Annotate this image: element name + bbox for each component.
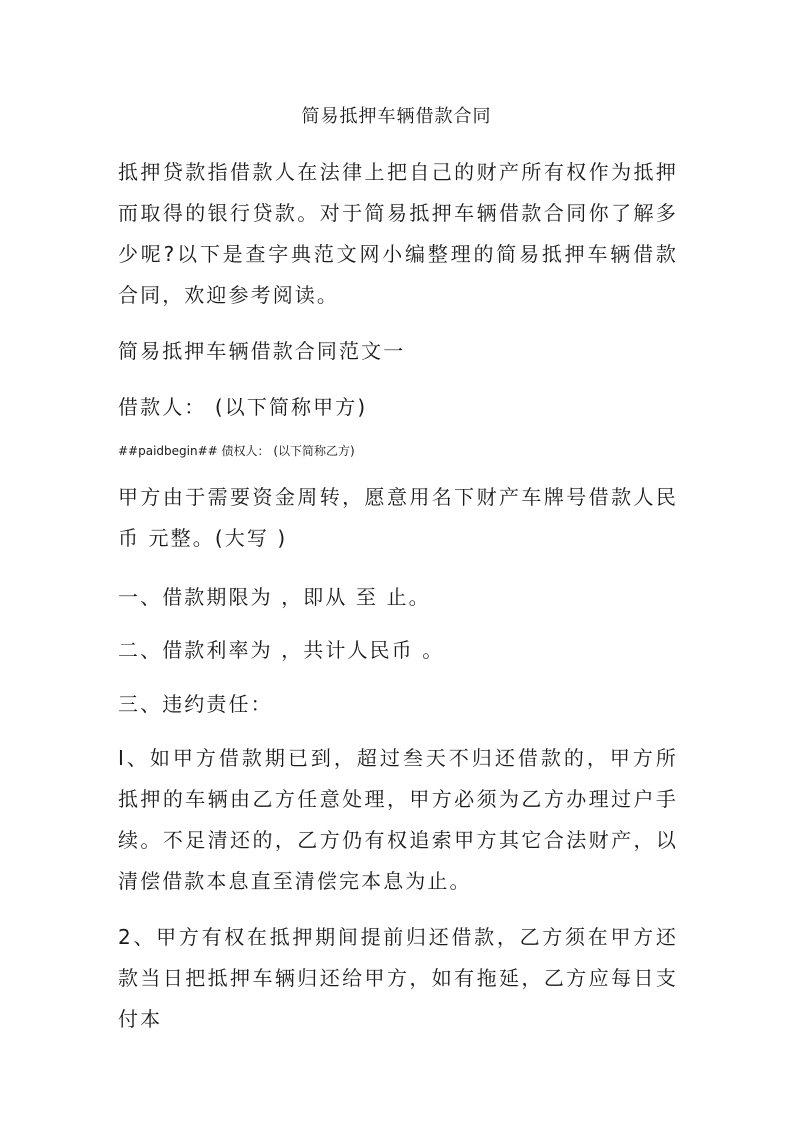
loan-statement-paragraph: 甲方由于需要资金周转，愿意用名下财产车牌号借款人民币 元整。(大写 ) — [118, 485, 678, 550]
section-heading: 简易抵押车辆借款合同范文一 — [118, 339, 406, 363]
intro-paragraph: 抵押贷款指借款人在法律上把自己的财产所有权作为抵押而取得的银行贷款。对于简易抵押车辆借款合同你了解多少呢?以下是查字典范文网小编整理的简易抵押车辆借款合同，欢迎参考阅读。 — [118, 160, 678, 307]
loan-term-clause: 一、借款期限为 ，即从 至 止。 — [118, 585, 431, 609]
liability-clause-1: I、如甲方借款期已到，超过叁天不归还借款的，甲方所抵押的车辆由乙方任意处理，甲方必须为乙方办理过户手续。不足清还的，乙方仍有权追索甲方其它合法财产，以清偿借款本息直至清偿完本息为止。 — [118, 746, 678, 893]
liability-heading: 三、违约责任： — [118, 692, 273, 716]
creditor-line: ##paidbegin## 债权人： (以下简称乙方) — [118, 444, 355, 458]
liability-clause-2: 2、甲方有权在抵押期间提前归还借款，乙方须在甲方还款当日把抵押车辆归还给甲方，如有拖延，乙方应每日支付本 — [118, 925, 678, 1031]
borrower-line: 借款人： (以下简称甲方) — [118, 395, 368, 419]
interest-clause: 二、借款利率为 ，共计人民币 。 — [118, 638, 445, 662]
document-title: 简易抵押车辆借款合同 — [301, 106, 492, 127]
